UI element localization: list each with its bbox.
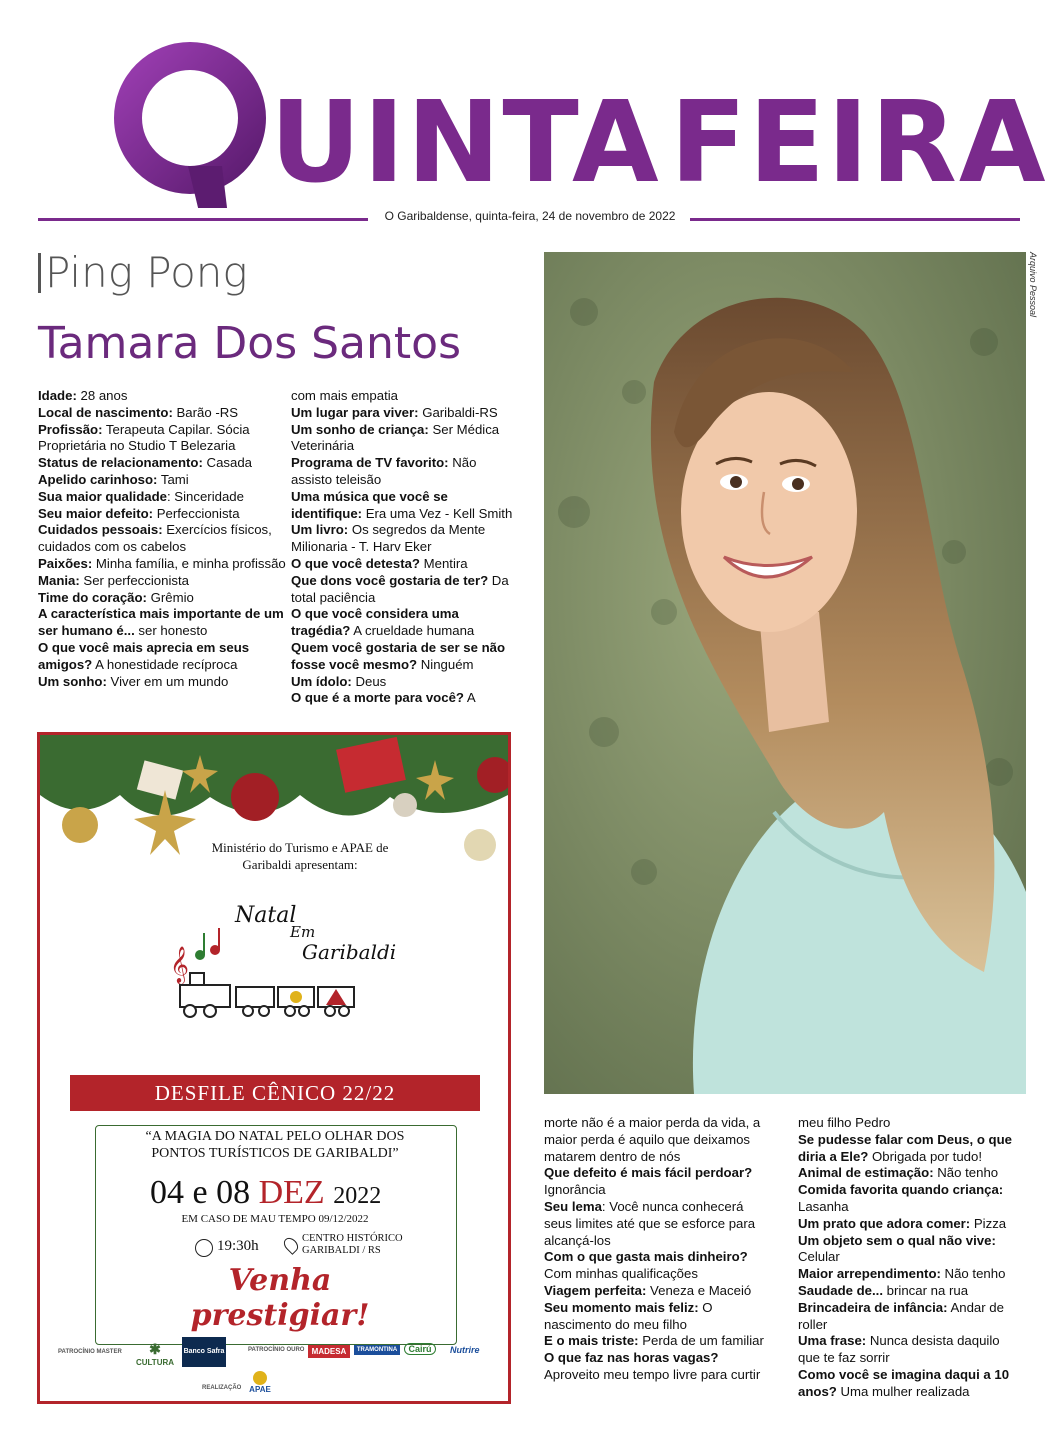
- ad-date-month: DEZ: [258, 1174, 325, 1211]
- qa-item: [798, 1182, 1024, 1216]
- qa-item: [38, 472, 286, 489]
- sponsor-culture: [135, 1341, 175, 1367]
- qa-item: [38, 640, 286, 674]
- qa-answer: Ser perfeccionista: [79, 572, 189, 588]
- photo-credit: [1026, 252, 1040, 372]
- qa-item: [798, 1115, 1024, 1132]
- qa-answer: Era uma Vez - Kell Smith: [362, 505, 513, 521]
- clock-icon: [195, 1239, 213, 1257]
- qa-question: Profissão:: [38, 421, 103, 437]
- ad-date-year: 2022: [333, 1183, 382, 1209]
- qa-item: [38, 422, 286, 456]
- qa-answer: Exercícios físicos, cuidados com os cabelos: [38, 522, 272, 555]
- qa-answer: O nascimento do meu filho: [544, 1299, 713, 1332]
- qa-item: [38, 455, 286, 472]
- section-title: Ping Pong: [45, 248, 248, 297]
- qa-item: [291, 606, 519, 640]
- qa-question: Uma frase:: [798, 1333, 867, 1349]
- qa-answer: Não tenho: [933, 1165, 999, 1181]
- qa-answer: Tami: [157, 471, 189, 487]
- section-heading: [38, 248, 248, 297]
- qa-item: [291, 640, 519, 674]
- qa-question: Com o que gasta mais dinheiro?: [544, 1249, 748, 1265]
- qa-answer: Obrigada por tudo!: [868, 1148, 983, 1164]
- qa-question: Um livro:: [291, 522, 349, 538]
- photo-credit-text: Arquivo Pessoal: [1028, 252, 1038, 318]
- qa-answer: Lasanha: [798, 1198, 849, 1214]
- qa-question: Seu lema: [544, 1198, 602, 1214]
- qa-answer: Os segredos da Mente Milionaria - T. Harv Eker: [291, 522, 486, 555]
- qa-item: [291, 573, 519, 607]
- sponsor-madesa: MADESA: [308, 1345, 350, 1358]
- qa-question: Animal de estimação:: [798, 1165, 934, 1181]
- qa-item: [798, 1300, 1024, 1334]
- sponsor-bank: Banco Safra: [182, 1337, 226, 1367]
- ad-cta: Venha prestigiar!: [190, 1263, 370, 1333]
- qa-answer: Pizza: [970, 1215, 1007, 1231]
- section-bar: [38, 253, 41, 293]
- qa-item: [38, 489, 286, 506]
- qa-item: [38, 590, 286, 607]
- qa-question: Um sonho:: [38, 673, 107, 689]
- qa-item: [798, 1367, 1024, 1401]
- masthead-q-logo: [110, 38, 280, 208]
- sponsor-nutrire: Nutrire: [450, 1345, 480, 1355]
- qa-answer: Nunca desista daquilo que te faz sorrir: [798, 1333, 1000, 1366]
- interview-column-4: [798, 1115, 1024, 1401]
- qa-question: Saudade de...: [798, 1282, 884, 1298]
- qa-answer: : Sinceridade: [166, 488, 244, 504]
- qa-question: Local de nascimento:: [38, 404, 173, 420]
- qa-question: Uma música que você se identifique:: [291, 488, 448, 521]
- qa-item: [291, 422, 519, 456]
- qa-item: [291, 690, 519, 707]
- qa-answer: Com minhas qualificações: [544, 1266, 698, 1282]
- qa-answer: Aproveito meu tempo livre para curtir: [544, 1366, 761, 1382]
- sponsor-tramontina: TRAMONTINA: [354, 1345, 400, 1355]
- qa-item: [798, 1233, 1024, 1267]
- qa-question: Maior arrependimento:: [798, 1266, 941, 1282]
- sponsor-culture-text: CULTURA: [135, 1358, 175, 1367]
- qa-answer: A honestidade recíproca: [92, 656, 238, 672]
- qa-question: Status de relacionamento:: [38, 455, 203, 471]
- qa-question: O que você mais aprecia em seus amigos?: [38, 639, 250, 672]
- interview-column-2: [291, 388, 519, 707]
- interviewee-name: Tamara Dos Santos: [38, 318, 462, 369]
- qa-item: [798, 1283, 1024, 1300]
- qa-item: [798, 1216, 1024, 1233]
- qa-item: [798, 1333, 1024, 1367]
- ad-ribbon: [70, 1075, 480, 1111]
- masthead-rule-right: [690, 218, 1020, 221]
- qa-question: Se pudesse falar com Deus, o que diria a Ele?: [798, 1131, 1013, 1164]
- qa-question: Seu momento mais feliz:: [544, 1299, 699, 1315]
- qa-answer: Ignorância: [544, 1182, 606, 1198]
- qa-question: Time do coração:: [38, 589, 147, 605]
- masthead-title-right: FEIRA: [670, 78, 1048, 208]
- qa-question: Idade:: [38, 388, 77, 403]
- qa-question: Apelido carinhoso:: [38, 471, 158, 487]
- qa-item: [544, 1115, 774, 1165]
- ad-date-days: 04 e 08: [150, 1174, 251, 1211]
- qa-item: [291, 556, 519, 573]
- qa-answer: : Você nunca conhecerá seus limites até que se esforce para alcançá-los: [544, 1198, 756, 1248]
- qa-answer: com mais empatia: [291, 388, 399, 403]
- qa-question: Cuidados pessoais:: [38, 522, 163, 538]
- svg-text:𝄞: 𝄞: [170, 945, 189, 983]
- qa-answer: Não assisto teleisão: [291, 455, 477, 487]
- qa-question: Comida favorita quando criança:: [798, 1182, 1004, 1198]
- qa-question: Paixões:: [38, 555, 93, 571]
- qa-answer: Ninguém: [417, 656, 474, 672]
- qa-question: Como você se imagina daqui a 10 anos?: [798, 1366, 1010, 1399]
- qa-question: Um objeto sem o qual não vive:: [798, 1232, 996, 1248]
- qa-item: [798, 1132, 1024, 1166]
- qa-answer: Uma mulher realizada: [836, 1383, 970, 1399]
- qa-answer: Casada: [202, 455, 253, 471]
- qa-item: [38, 506, 286, 523]
- ad-place: CENTRO HISTÓRICO GARIBALDI / RS: [302, 1233, 403, 1256]
- qa-item: [544, 1199, 774, 1249]
- qa-item: [291, 674, 519, 691]
- interview-column-3: [544, 1115, 774, 1384]
- realization-label: REALIZAÇÃO: [202, 1385, 242, 1391]
- qa-answer: Perfeccionista: [153, 505, 240, 521]
- qa-item: [544, 1249, 774, 1283]
- qa-answer: A crueldade humana: [350, 623, 475, 639]
- qa-answer: Deus: [351, 673, 387, 689]
- ad-tagline: “A MAGIA DO NATAL PELO OLHAR DOS PONTOS TURÍSTICOS DE GARIBALDI”: [120, 1128, 430, 1162]
- qa-answer: Minha família, e minha profissão: [92, 555, 286, 571]
- qa-item: [291, 489, 519, 523]
- qa-question: O que faz nas horas vagas?: [544, 1350, 719, 1366]
- dateline: O Garibaldense, quinta-feira, 24 de novembro de 2022: [384, 209, 676, 223]
- qa-item: [38, 405, 286, 422]
- ad-rain-date: EM CASO DE MAU TEMPO 09/12/2022: [181, 1213, 369, 1225]
- qa-answer: Celular: [798, 1249, 840, 1265]
- sponsor-gold-label: PATROCÍNIO OURO: [248, 1347, 305, 1353]
- qa-answer: Da total paciência: [291, 572, 509, 605]
- masthead-title-left: UINTA: [270, 78, 661, 208]
- apae-flower-icon: [253, 1371, 267, 1385]
- qa-question: Um prato que adora comer:: [798, 1215, 971, 1231]
- qa-item: [544, 1350, 774, 1384]
- qa-question: Sua maior qualidade: [38, 488, 167, 504]
- qa-item: [544, 1333, 774, 1350]
- qa-answer: morte não é a maior perda da vida, a maior perda é aquilo que deixamos matarem dentro de nós: [544, 1115, 761, 1164]
- ad-ribbon-text: DESFILE CÊNICO 22/22: [154, 1081, 396, 1105]
- qa-item: [38, 388, 286, 405]
- qa-item: [291, 405, 519, 422]
- ad-date: [150, 1173, 381, 1216]
- qa-question: O que você detesta?: [291, 555, 420, 571]
- ad-time: 19:30h: [217, 1238, 259, 1254]
- qa-item: [798, 1165, 1024, 1182]
- qa-question: Que dons você gostaria de ter?: [291, 572, 489, 588]
- qa-answer: ser honesto: [134, 623, 208, 639]
- qa-item: [544, 1283, 774, 1300]
- qa-question: E o mais triste:: [544, 1333, 639, 1349]
- qa-question: Um ídolo:: [291, 673, 352, 689]
- qa-item: [38, 606, 286, 640]
- qa-answer: Ser Médica Veterinária: [291, 421, 500, 454]
- qa-answer: Grêmio: [146, 589, 194, 605]
- qa-answer: Perda de um familiar: [638, 1333, 764, 1349]
- qa-item: [544, 1165, 774, 1199]
- qa-item: [38, 573, 286, 590]
- logo-word-garibaldi: Garibaldi: [302, 940, 397, 964]
- qa-item: [38, 522, 286, 556]
- ad-presenters: Ministério do Turismo e APAE de Garibaldi apresentam:: [211, 840, 389, 872]
- christmas-parade-ad: [37, 732, 511, 1404]
- portrait-photo: [544, 252, 1026, 1094]
- qa-item: [291, 455, 519, 489]
- qa-item: [291, 388, 519, 405]
- qa-question: Quem você gostaria de ser se não fosse você mesmo?: [291, 639, 506, 672]
- qa-question: Viagem perfeita:: [544, 1282, 647, 1298]
- realization-apae: [245, 1371, 275, 1394]
- qa-answer: meu filho Pedro: [798, 1115, 891, 1130]
- qa-question: Brincadeira de infância:: [798, 1299, 948, 1315]
- sponsor-master-label: PATROCÍNIO MASTER: [58, 1349, 122, 1355]
- qa-item: [291, 522, 519, 556]
- qa-answer: Veneza e Maceió: [646, 1282, 752, 1298]
- qa-answer: Viver em um mundo: [106, 673, 229, 689]
- logo-word-em: Em: [290, 923, 316, 941]
- qa-question: A característica mais importante de um ser humano é...: [38, 606, 284, 639]
- interview-column-1: [38, 388, 286, 690]
- qa-question: Que defeito é mais fácil perdoar?: [544, 1165, 753, 1181]
- qa-question: Seu maior defeito:: [38, 505, 154, 521]
- qa-question: Mania:: [38, 572, 80, 588]
- qa-answer: A: [463, 690, 476, 706]
- qa-item: [798, 1266, 1024, 1283]
- qa-question: Um lugar para viver:: [291, 404, 419, 420]
- qa-answer: Terapeuta Capilar. Sócia Proprietária no Studio T Belezaria: [38, 421, 250, 454]
- qa-answer: Garibaldi-RS: [418, 404, 498, 420]
- qa-answer: Andar de roller: [798, 1299, 1004, 1332]
- qa-answer: 28 anos: [76, 388, 128, 403]
- qa-item: [38, 556, 286, 573]
- qa-question: O que é a morte para você?: [291, 690, 464, 706]
- masthead-rule-left: [38, 218, 368, 221]
- realization-apae-text: APAE: [249, 1385, 271, 1394]
- masthead: [110, 30, 1048, 220]
- qa-question: Programa de TV favorito:: [291, 455, 449, 471]
- qa-answer: Não tenho: [940, 1266, 1006, 1282]
- qa-question: Um sonho de criança:: [291, 421, 429, 437]
- qa-item: [38, 674, 286, 691]
- culture-star-icon: ✱: [149, 1341, 161, 1357]
- qa-question: O que você considera uma tragédia?: [291, 606, 459, 639]
- logo-word-natal: Natal: [235, 903, 297, 928]
- qa-item: [544, 1300, 774, 1334]
- qa-answer: Barão -RS: [172, 404, 239, 420]
- portrait-illustration: [544, 252, 1026, 1094]
- qa-answer: Mentira: [419, 555, 468, 571]
- qa-answer: brincar na rua: [883, 1282, 969, 1298]
- sponsor-cairu: Cairú: [404, 1343, 436, 1355]
